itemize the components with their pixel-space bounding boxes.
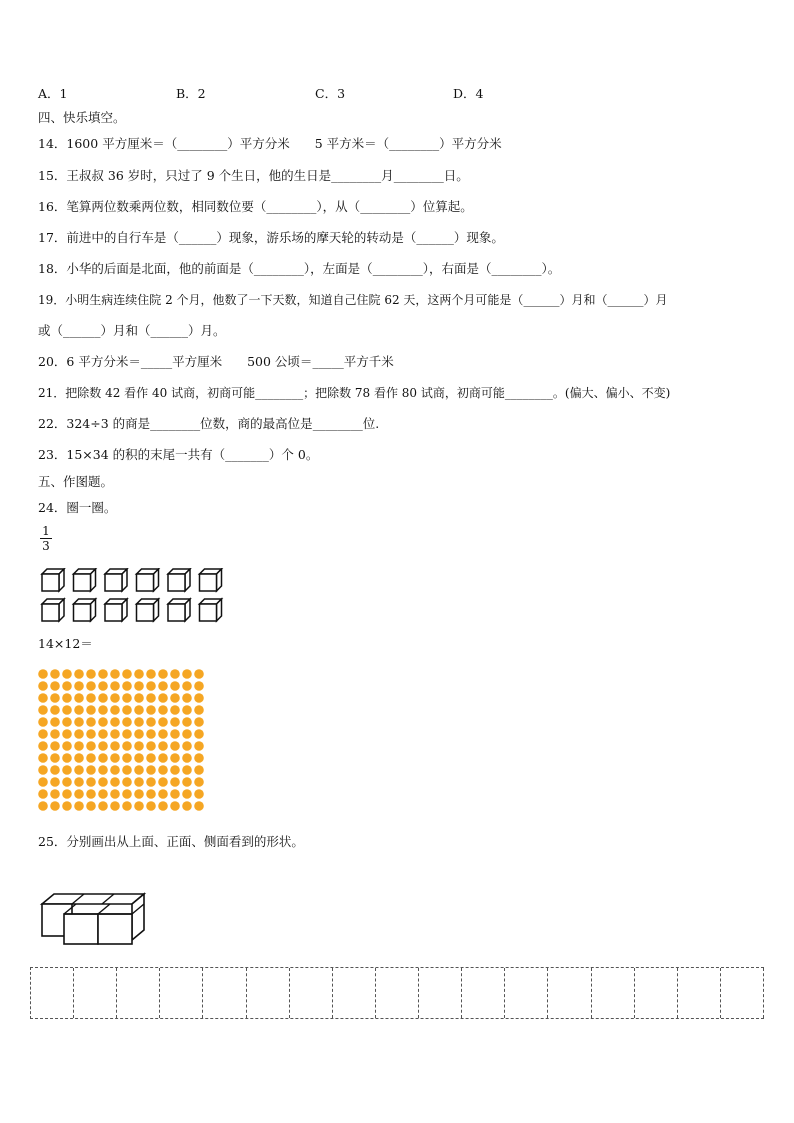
dot[interactable]	[86, 717, 96, 727]
answer-blank[interactable]: ________	[393, 168, 444, 183]
dot[interactable]	[122, 717, 132, 727]
dot[interactable]	[62, 669, 72, 679]
dot[interactable]	[38, 681, 48, 691]
dot[interactable]	[74, 741, 84, 751]
dot[interactable]	[158, 777, 168, 787]
dot[interactable]	[158, 669, 168, 679]
grid-cell[interactable]	[31, 968, 74, 1018]
dot[interactable]	[38, 789, 48, 799]
dot[interactable]	[86, 789, 96, 799]
dot[interactable]	[86, 693, 96, 703]
dot[interactable]	[158, 717, 168, 727]
answer-blank[interactable]: ______	[150, 323, 189, 338]
dot[interactable]	[38, 741, 48, 751]
cube[interactable]	[168, 599, 190, 621]
dot[interactable]	[50, 801, 60, 811]
dot[interactable]	[86, 765, 96, 775]
section-4-title: 四、快乐填空。	[38, 110, 126, 125]
dot[interactable]	[146, 789, 156, 799]
dot[interactable]	[146, 801, 156, 811]
dot[interactable]	[98, 789, 108, 799]
grid-cell[interactable]	[592, 968, 635, 1018]
dot[interactable]	[194, 693, 204, 703]
option-c: C．3	[315, 86, 346, 101]
question-15: 15．王叔叔 36 岁时，只过了 9 个生日，他的生日是________月________日。	[38, 168, 469, 183]
dot[interactable]	[62, 765, 72, 775]
dot[interactable]	[62, 693, 72, 703]
dot[interactable]	[98, 669, 108, 679]
block-figure	[38, 890, 148, 950]
dot[interactable]	[122, 681, 132, 691]
dot[interactable]	[50, 765, 60, 775]
cube[interactable]	[74, 569, 96, 591]
answer-blank[interactable]: ________	[253, 261, 304, 276]
grid-cell[interactable]	[203, 968, 246, 1018]
grid-cell[interactable]	[721, 968, 764, 1018]
grid-cell[interactable]	[548, 968, 591, 1018]
answer-blank[interactable]: _____	[312, 354, 344, 369]
dot[interactable]	[122, 729, 132, 739]
dot[interactable]	[158, 729, 168, 739]
dot[interactable]	[110, 753, 120, 763]
dot[interactable]	[98, 717, 108, 727]
dot[interactable]	[74, 753, 84, 763]
dot[interactable]	[86, 681, 96, 691]
cube[interactable]	[137, 599, 159, 621]
dot[interactable]	[74, 777, 84, 787]
dot[interactable]	[170, 741, 180, 751]
dot[interactable]	[74, 705, 84, 715]
cube[interactable]	[168, 569, 190, 591]
question-19: 19．小明生病连续住院 2 个月，他数了一下天数，知道自己住院 62 天，这两个月可能是（______）月和（______）月	[38, 293, 668, 307]
answer-blank[interactable]: ________	[504, 386, 553, 400]
dot[interactable]	[110, 669, 120, 679]
dot[interactable]	[182, 801, 192, 811]
dot[interactable]	[134, 801, 144, 811]
dot[interactable]	[110, 693, 120, 703]
answer-blank[interactable]: ________	[360, 199, 411, 214]
grid-cell[interactable]	[462, 968, 505, 1018]
dot[interactable]	[74, 789, 84, 799]
dot[interactable]	[146, 741, 156, 751]
dot[interactable]	[146, 693, 156, 703]
dot[interactable]	[146, 669, 156, 679]
dot[interactable]	[38, 669, 48, 679]
dot[interactable]	[50, 669, 60, 679]
cube[interactable]	[105, 599, 127, 621]
answer-blank[interactable]: ________	[331, 168, 382, 183]
dot[interactable]	[194, 681, 204, 691]
dot[interactable]	[50, 681, 60, 691]
question-14: 14．1600 平方厘米＝（________）平方分米 5 平方米＝（________）平方分米	[38, 136, 502, 151]
dot[interactable]	[38, 765, 48, 775]
grid-cell[interactable]	[160, 968, 203, 1018]
dot[interactable]	[62, 741, 72, 751]
dot[interactable]	[50, 753, 60, 763]
dot[interactable]	[122, 753, 132, 763]
dot[interactable]	[170, 801, 180, 811]
dot[interactable]	[134, 681, 144, 691]
dot[interactable]	[98, 729, 108, 739]
dot[interactable]	[122, 693, 132, 703]
dot[interactable]	[50, 693, 60, 703]
question-21: 21．把除数 42 看作 40 试商，初商可能________；把除数 78 看作 80 试商，初商可能________。(偏大、偏小、不变)	[38, 386, 671, 400]
question-19-line-2: 或（______）月和（______）月。	[38, 323, 226, 338]
answer-blank[interactable]: ______	[607, 293, 644, 307]
question-22: 22．324÷3 的商是________位数，商的最高位是________位.	[38, 416, 380, 431]
dot[interactable]	[122, 765, 132, 775]
dot[interactable]	[86, 705, 96, 715]
dot[interactable]	[86, 669, 96, 679]
dot[interactable]	[50, 729, 60, 739]
dot[interactable]	[134, 669, 144, 679]
dot[interactable]	[170, 681, 180, 691]
grid-cell[interactable]	[247, 968, 290, 1018]
dot[interactable]	[146, 753, 156, 763]
dot[interactable]	[134, 705, 144, 715]
dot[interactable]	[50, 717, 60, 727]
answer-blank[interactable]: ______	[523, 293, 560, 307]
dot[interactable]	[170, 777, 180, 787]
dot[interactable]	[110, 681, 120, 691]
question-25-title: 25．分别画出从上面、正面、侧面看到的形状。	[38, 834, 304, 849]
dot[interactable]	[158, 801, 168, 811]
dot[interactable]	[98, 765, 108, 775]
dot[interactable]	[182, 729, 192, 739]
dot[interactable]	[194, 729, 204, 739]
dot[interactable]	[110, 741, 120, 751]
block-front-cube-left	[64, 914, 98, 944]
block-front-cube-right	[98, 914, 132, 944]
cube[interactable]	[42, 569, 64, 591]
dot[interactable]	[182, 741, 192, 751]
dot[interactable]	[86, 801, 96, 811]
dot[interactable]	[158, 705, 168, 715]
cubes-figure	[36, 568, 236, 628]
answer-blank[interactable]: ________	[372, 261, 423, 276]
answer-blank[interactable]: _____	[140, 354, 173, 369]
dot[interactable]	[170, 717, 180, 727]
answer-blank[interactable]: ________	[491, 261, 542, 276]
dot[interactable]	[134, 765, 144, 775]
dot[interactable]	[182, 753, 192, 763]
grid-cell[interactable]	[117, 968, 160, 1018]
dot[interactable]	[194, 801, 204, 811]
dot[interactable]	[194, 765, 204, 775]
dot[interactable]	[158, 789, 168, 799]
answer-blank[interactable]: ________	[389, 136, 440, 151]
dot[interactable]	[134, 741, 144, 751]
dot[interactable]	[122, 789, 132, 799]
dot[interactable]	[110, 801, 120, 811]
dot[interactable]	[86, 753, 96, 763]
dot[interactable]	[182, 789, 192, 799]
grid-cell[interactable]	[74, 968, 117, 1018]
dot[interactable]	[134, 693, 144, 703]
option-b: B．2	[176, 86, 206, 101]
dot[interactable]	[50, 789, 60, 799]
option-d: D．4	[453, 86, 484, 101]
dot[interactable]	[110, 717, 120, 727]
cube[interactable]	[137, 569, 159, 591]
dot[interactable]	[62, 681, 72, 691]
answer-blank[interactable]: ________	[255, 386, 304, 400]
dot[interactable]	[74, 765, 84, 775]
dot[interactable]	[134, 717, 144, 727]
grid-cell[interactable]	[635, 968, 678, 1018]
dot[interactable]	[98, 801, 108, 811]
dot[interactable]	[146, 681, 156, 691]
dot[interactable]	[182, 693, 192, 703]
dot[interactable]	[146, 777, 156, 787]
dot[interactable]	[38, 753, 48, 763]
dot[interactable]	[146, 705, 156, 715]
dot[interactable]	[62, 801, 72, 811]
question-18: 18．小华的后面是北面，他的前面是（________），左面是（________），右面是（________）。	[38, 261, 561, 276]
dot[interactable]	[170, 729, 180, 739]
dot[interactable]	[158, 693, 168, 703]
dot[interactable]	[122, 777, 132, 787]
dot[interactable]	[50, 705, 60, 715]
dot[interactable]	[86, 741, 96, 751]
dot[interactable]	[170, 753, 180, 763]
cube[interactable]	[105, 569, 127, 591]
dot[interactable]	[74, 681, 84, 691]
dot[interactable]	[194, 705, 204, 715]
dot[interactable]	[134, 753, 144, 763]
question-20: 20．6 平方分米＝_____平方厘米 500 公顷＝_____平方千米	[38, 354, 394, 369]
answer-blank[interactable]: ________	[266, 199, 317, 214]
answer-blank[interactable]: _______	[225, 447, 269, 462]
question-17: 17．前进中的自行车是（______）现象，游乐场的摩天轮的转动是（______）现象。	[38, 230, 504, 245]
dot[interactable]	[122, 669, 132, 679]
grid-cell[interactable]	[290, 968, 333, 1018]
dot[interactable]	[110, 729, 120, 739]
grid-cell[interactable]	[376, 968, 419, 1018]
dot[interactable]	[62, 777, 72, 787]
dot[interactable]	[158, 741, 168, 751]
cube[interactable]	[42, 599, 64, 621]
answer-blank[interactable]: ________	[150, 416, 201, 431]
dot[interactable]	[38, 729, 48, 739]
fraction-one-third: $\frac{1}{3}$	[40, 524, 52, 553]
dot[interactable]	[98, 705, 108, 715]
dot[interactable]	[98, 693, 108, 703]
dot[interactable]	[146, 765, 156, 775]
dot[interactable]	[74, 729, 84, 739]
question-24-title: 24．圈一圈。	[38, 500, 117, 515]
dot[interactable]	[182, 777, 192, 787]
grid-cell[interactable]	[678, 968, 721, 1018]
dot[interactable]	[38, 777, 48, 787]
answer-blank[interactable]: ________	[177, 136, 228, 151]
dot[interactable]	[134, 789, 144, 799]
dot[interactable]	[182, 669, 192, 679]
dot[interactable]	[194, 789, 204, 799]
dot[interactable]	[170, 705, 180, 715]
dot[interactable]	[194, 669, 204, 679]
dot[interactable]	[50, 741, 60, 751]
answer-blank[interactable]: ______	[416, 230, 454, 245]
dot[interactable]	[158, 765, 168, 775]
dot[interactable]	[98, 777, 108, 787]
dot[interactable]	[62, 729, 72, 739]
dot[interactable]	[194, 753, 204, 763]
dot[interactable]	[50, 777, 60, 787]
answer-blank[interactable]: ______	[178, 230, 217, 245]
dot[interactable]	[98, 681, 108, 691]
dot[interactable]	[110, 765, 120, 775]
dot[interactable]	[122, 741, 132, 751]
dot[interactable]	[86, 729, 96, 739]
dot[interactable]	[74, 669, 84, 679]
dot[interactable]	[62, 705, 72, 715]
dot[interactable]	[170, 693, 180, 703]
answer-blank[interactable]: ________	[312, 416, 363, 431]
dot[interactable]	[62, 753, 72, 763]
block-top-face	[42, 894, 144, 904]
option-a: A．1	[38, 86, 68, 101]
dot[interactable]	[122, 705, 132, 715]
dot[interactable]	[170, 669, 180, 679]
dot[interactable]	[110, 789, 120, 799]
question-24-multiplication: 14×12＝	[38, 636, 93, 651]
section-5-title: 五、作图题。	[38, 474, 114, 489]
dot[interactable]	[122, 801, 132, 811]
dot[interactable]	[38, 693, 48, 703]
dot[interactable]	[62, 789, 72, 799]
dot[interactable]	[38, 705, 48, 715]
dot-array-figure	[36, 667, 212, 817]
cube[interactable]	[200, 569, 222, 591]
dot[interactable]	[146, 729, 156, 739]
question-16: 16．笔算两位数乘两位数，相同数位要（________），从（________）位算起。	[38, 199, 473, 214]
dot[interactable]	[194, 717, 204, 727]
cube[interactable]	[200, 599, 222, 621]
question-23: 23．15×34 的积的末尾一共有（_______）个 0。	[38, 447, 319, 462]
grid-cell[interactable]	[333, 968, 376, 1018]
dot[interactable]	[98, 753, 108, 763]
dot[interactable]	[194, 777, 204, 787]
dot[interactable]	[170, 789, 180, 799]
dot[interactable]	[182, 717, 192, 727]
dot[interactable]	[74, 801, 84, 811]
drawing-grid[interactable]	[30, 967, 764, 1019]
dot[interactable]	[194, 741, 204, 751]
dot[interactable]	[158, 681, 168, 691]
dot[interactable]	[38, 801, 48, 811]
dot[interactable]	[158, 753, 168, 763]
answer-blank[interactable]: ______	[63, 323, 101, 338]
dot[interactable]	[110, 777, 120, 787]
dot[interactable]	[182, 765, 192, 775]
grid-cell[interactable]	[505, 968, 548, 1018]
dot[interactable]	[110, 705, 120, 715]
dot[interactable]	[98, 741, 108, 751]
dot[interactable]	[134, 729, 144, 739]
dot[interactable]	[182, 681, 192, 691]
grid-cell[interactable]	[419, 968, 462, 1018]
dot[interactable]	[134, 777, 144, 787]
dot[interactable]	[38, 717, 48, 727]
dot[interactable]	[62, 717, 72, 727]
dot[interactable]	[74, 717, 84, 727]
dot[interactable]	[146, 717, 156, 727]
dot[interactable]	[182, 705, 192, 715]
cube[interactable]	[74, 599, 96, 621]
dot[interactable]	[170, 765, 180, 775]
dot[interactable]	[74, 693, 84, 703]
dot[interactable]	[86, 777, 96, 787]
